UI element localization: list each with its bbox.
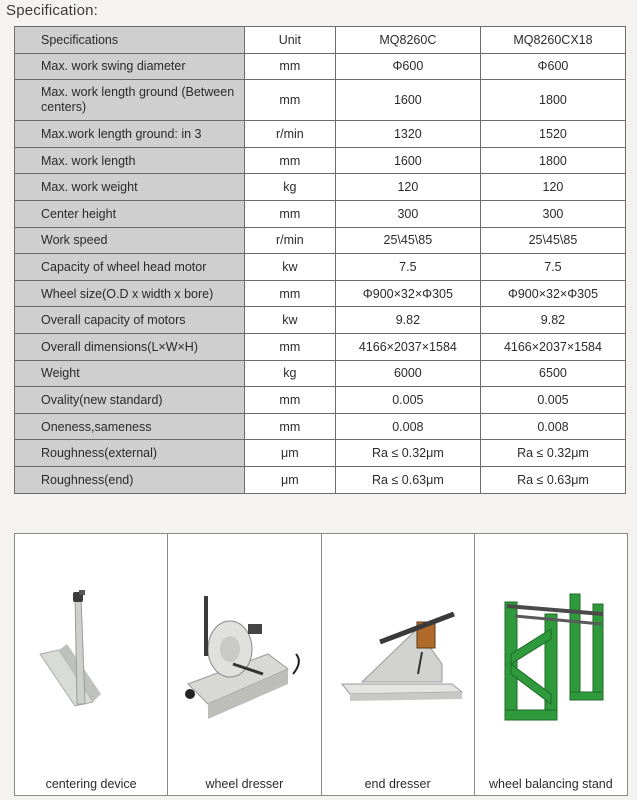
spec-value-a: 1600 (335, 80, 480, 121)
spec-unit: kg (244, 360, 335, 387)
table-row (15, 227, 626, 254)
end-dresser-image (322, 534, 475, 795)
spec-value-a: 9.82 (335, 307, 480, 334)
spec-value-b: 7.5 (480, 254, 625, 281)
spec-value-b: Φ900×32×Φ305 (480, 280, 625, 307)
spec-label: Ovality(new standard) (15, 387, 245, 414)
spec-value-a: 25\45\85 (335, 227, 480, 254)
spec-value-b: 120 (480, 174, 625, 201)
spec-unit: mm (244, 387, 335, 414)
spec-unit: mm (244, 53, 335, 80)
spec-value-b: 1800 (480, 80, 625, 121)
spec-value-a: 300 (335, 200, 480, 227)
table-row (15, 333, 626, 360)
wheel-balancing-stand-panel (475, 534, 627, 795)
header-specifications: Specifications (15, 27, 245, 54)
spec-value-b: 6500 (480, 360, 625, 387)
table-row (15, 53, 626, 80)
spec-unit: μm (244, 466, 335, 493)
spec-value-a: 7.5 (335, 254, 480, 281)
caption-wheel-balancing-stand: wheel balancing stand (489, 777, 613, 791)
spec-label: Roughness(external) (15, 440, 245, 467)
spec-value-b: Φ600 (480, 53, 625, 80)
table-row (15, 440, 626, 467)
spec-label: Capacity of wheel head motor (15, 254, 245, 281)
wheel-dresser-image (168, 534, 321, 795)
centering-device-panel (15, 534, 168, 795)
spec-unit: kw (244, 307, 335, 334)
table-row (15, 121, 626, 148)
end-dresser-panel (322, 534, 475, 795)
page-heading: Specification: (6, 2, 99, 19)
table-row (15, 80, 626, 121)
spec-label: Max. work length ground (Between centers) (15, 80, 245, 121)
header-model-b: MQ8260CX18 (480, 27, 625, 54)
spec-unit: r/min (244, 121, 335, 148)
table-row (15, 200, 626, 227)
table-row (15, 360, 626, 387)
spec-value-b: 9.82 (480, 307, 625, 334)
spec-label: Max. work swing diameter (15, 53, 245, 80)
spec-value-a: 4166×2037×1584 (335, 333, 480, 360)
spec-value-b: 0.005 (480, 387, 625, 414)
spec-value-b: 4166×2037×1584 (480, 333, 625, 360)
spec-unit: mm (244, 333, 335, 360)
table-row (15, 254, 626, 281)
spec-value-b: 25\45\85 (480, 227, 625, 254)
table-row (15, 466, 626, 493)
spec-value-b: 1800 (480, 147, 625, 174)
spec-value-a: Φ900×32×Φ305 (335, 280, 480, 307)
table-row (15, 307, 626, 334)
spec-unit: kw (244, 254, 335, 281)
table-row (15, 280, 626, 307)
spec-value-a: Ra ≤ 0.32μm (335, 440, 480, 467)
spec-label: Weight (15, 360, 245, 387)
spec-unit: mm (244, 200, 335, 227)
spec-label: Max. work length (15, 147, 245, 174)
spec-label: Max.work length ground: in 3 (15, 121, 245, 148)
spec-unit: r/min (244, 227, 335, 254)
spec-unit: mm (244, 147, 335, 174)
spec-value-a: 0.005 (335, 387, 480, 414)
accessory-gallery (14, 533, 628, 796)
spec-value-a: 6000 (335, 360, 480, 387)
spec-value-b: Ra ≤ 0.63μm (480, 466, 625, 493)
table-row (15, 147, 626, 174)
table-row (15, 413, 626, 440)
spec-value-b: 300 (480, 200, 625, 227)
specification-table (14, 26, 626, 494)
spec-unit: kg (244, 174, 335, 201)
spec-label: Work speed (15, 227, 245, 254)
spec-label: Overall capacity of motors (15, 307, 245, 334)
spec-value-a: 1600 (335, 147, 480, 174)
spec-value-b: 1520 (480, 121, 625, 148)
caption-centering-device: centering device (45, 777, 137, 791)
spec-label: Wheel size(O.D x width x bore) (15, 280, 245, 307)
spec-unit: mm (244, 413, 335, 440)
centering-device-image (15, 534, 143, 795)
table-row (15, 174, 626, 201)
spec-value-a: 0.008 (335, 413, 480, 440)
spec-value-a: 1320 (335, 121, 480, 148)
spec-unit: mm (244, 280, 335, 307)
spec-value-b: 0.008 (480, 413, 625, 440)
header-unit: Unit (244, 27, 335, 54)
spec-label: Oneness,sameness (15, 413, 245, 440)
spec-unit: μm (244, 440, 335, 467)
spec-value-a: Ra ≤ 0.63μm (335, 466, 480, 493)
spec-value-b: Ra ≤ 0.32μm (480, 440, 625, 467)
wheel-balancing-stand-image (475, 534, 627, 795)
spec-label: Roughness(end) (15, 466, 245, 493)
table-row (15, 387, 626, 414)
wheel-dresser-panel (168, 534, 321, 795)
spec-label: Overall dimensions(L×W×H) (15, 333, 245, 360)
spec-unit: mm (244, 80, 335, 121)
table-header-row (15, 27, 626, 54)
header-model-a: MQ8260C (335, 27, 480, 54)
spec-value-a: 120 (335, 174, 480, 201)
spec-value-a: Φ600 (335, 53, 480, 80)
spec-label: Center height (15, 200, 245, 227)
caption-wheel-dresser: wheel dresser (205, 777, 284, 791)
spec-label: Max. work weight (15, 174, 245, 201)
caption-end-dresser: end dresser (364, 777, 431, 791)
